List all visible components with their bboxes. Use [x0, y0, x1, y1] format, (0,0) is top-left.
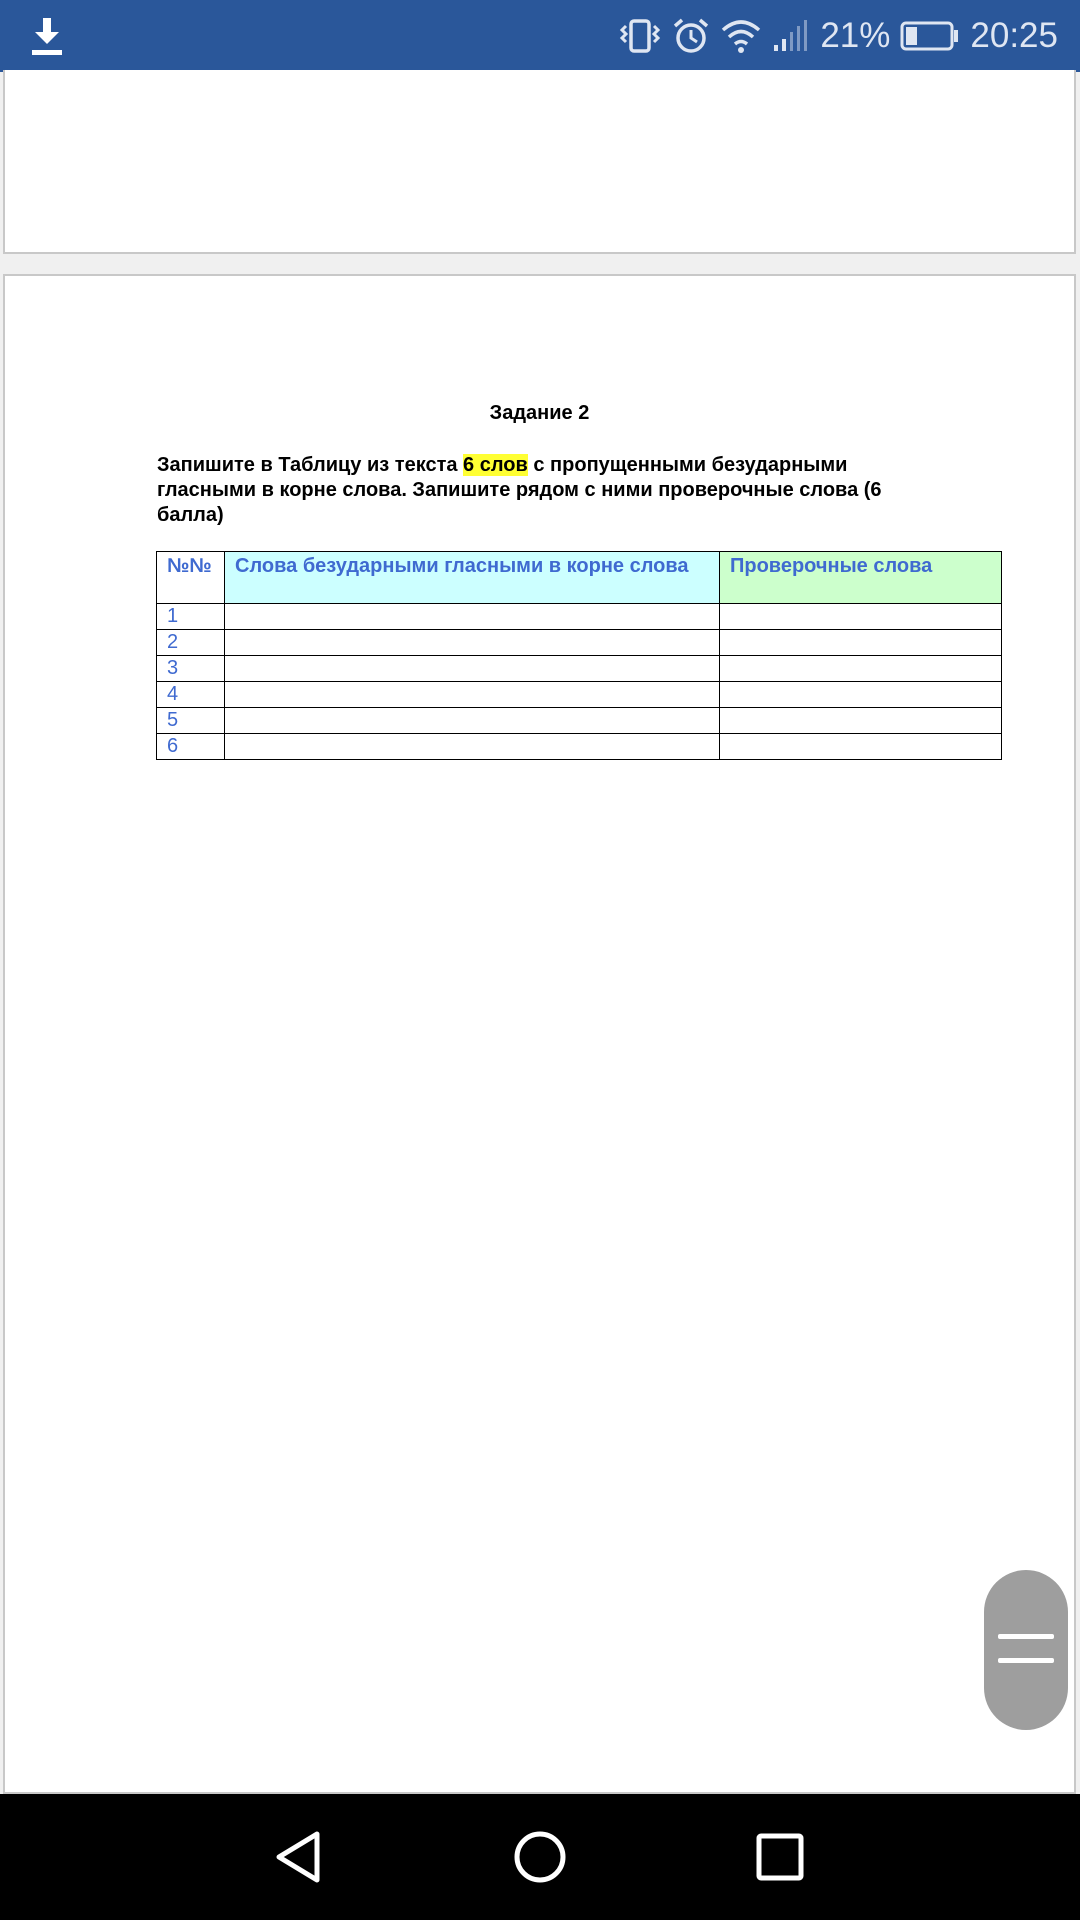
row-check-cell	[720, 682, 1002, 708]
instruction-highlight: 6 слов	[463, 454, 528, 476]
answer-table	[156, 551, 1002, 760]
table-row	[157, 708, 1002, 734]
battery-percent: 21%	[820, 16, 891, 55]
table-header-row	[157, 552, 1002, 604]
header-check-words: Проверочные слова	[720, 552, 1002, 604]
home-icon[interactable]	[505, 1822, 575, 1892]
vibrate-icon	[618, 18, 662, 54]
table-row	[157, 734, 1002, 760]
row-word-cell	[225, 656, 720, 682]
row-number: 4	[157, 682, 225, 708]
task-instruction	[157, 453, 947, 528]
row-number: 2	[157, 630, 225, 656]
row-number: 6	[157, 734, 225, 760]
table-row	[157, 656, 1002, 682]
navigation-bar	[0, 1794, 1080, 1920]
header-number: №№	[157, 552, 225, 604]
handle-line-icon	[998, 1658, 1054, 1663]
document-page-previous	[3, 70, 1076, 254]
clock: 20:25	[970, 16, 1058, 55]
document-page	[3, 274, 1076, 1794]
signal-icon	[772, 19, 810, 53]
instruction-part1: Запишите в Таблицу из текста	[157, 454, 464, 476]
instruction-part2: с пропущенными безударными гласными в корне слова. Запишите рядом с ними проверочные слова (6 балла)	[157, 454, 882, 526]
recents-icon[interactable]	[745, 1822, 815, 1892]
table-row	[157, 682, 1002, 708]
wifi-icon	[720, 18, 762, 54]
battery-icon	[900, 21, 960, 51]
table-row	[157, 604, 1002, 630]
download-icon	[28, 16, 66, 56]
alarm-icon	[672, 17, 710, 55]
row-check-cell	[720, 630, 1002, 656]
row-word-cell	[225, 734, 720, 760]
row-number: 5	[157, 708, 225, 734]
row-word-cell	[225, 682, 720, 708]
status-bar	[0, 0, 1080, 72]
scroll-handle[interactable]	[984, 1570, 1068, 1730]
row-number: 3	[157, 656, 225, 682]
row-check-cell	[720, 604, 1002, 630]
handle-line-icon	[998, 1634, 1054, 1639]
back-icon[interactable]	[265, 1822, 335, 1892]
row-check-cell	[720, 734, 1002, 760]
row-number: 1	[157, 604, 225, 630]
row-word-cell	[225, 630, 720, 656]
task-title: Задание 2	[489, 402, 590, 424]
table-row	[157, 630, 1002, 656]
row-word-cell	[225, 708, 720, 734]
row-word-cell	[225, 604, 720, 630]
row-check-cell	[720, 656, 1002, 682]
row-check-cell	[720, 708, 1002, 734]
header-words: Слова безударными гласными в корне слова	[225, 552, 720, 604]
